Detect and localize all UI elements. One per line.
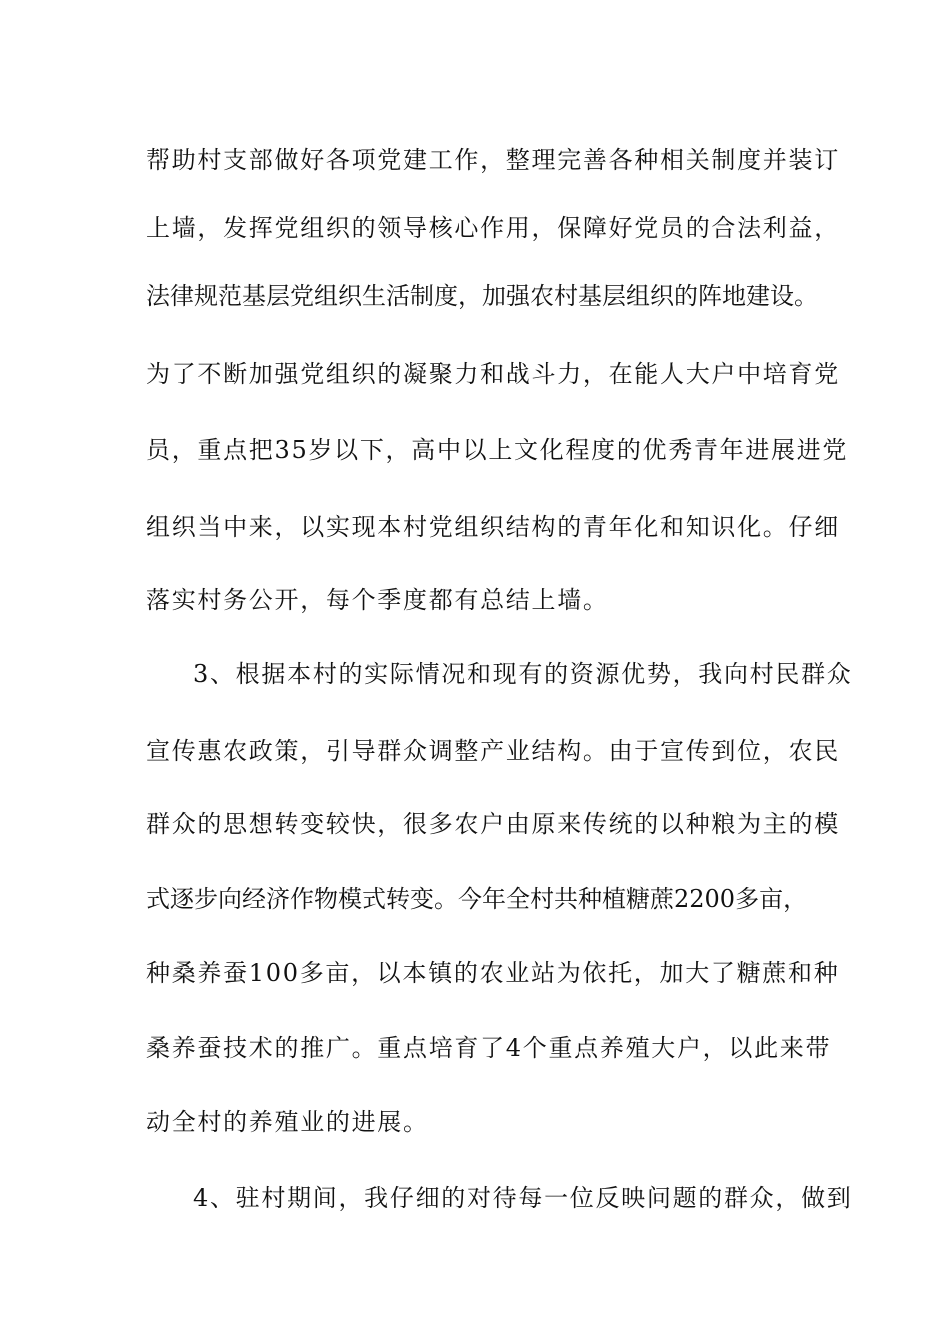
- text-line: 员，重点把35岁以下，高中以上文化程度的优秀青年进展进党: [146, 436, 849, 464]
- text-line: 上墙，发挥党组织的领导核心作用，保障好党员的合法利益，: [146, 214, 840, 242]
- text-line: 帮助村支部做好各项党建工作，整理完善各种相关制度并装订: [146, 146, 840, 174]
- text-line: 宣传惠农政策，引导群众调整产业结构。由于宣传到位，农民: [146, 737, 840, 765]
- text-line: 动全村的养殖业的进展。: [146, 1108, 429, 1136]
- text-line: 群众的思想转变较快，很多农户由原来传统的以种粮为主的模: [146, 810, 840, 838]
- text-line: 落实村务公开，每个季度都有总结上墙。: [146, 586, 609, 614]
- text-line: 式逐步向经济作物模式转变。今年全村共种植糖蔗2200多亩，: [146, 885, 808, 913]
- text-line: 法律规范基层党组织生活制度，加强农村基层组织的阵地建设。: [146, 282, 818, 310]
- text-line: 组织当中来，以实现本村党组织结构的青年化和知识化。仔细: [146, 513, 840, 541]
- text-line: 桑养蚕技术的推广。重点培育了4个重点养殖大户，以此来带: [146, 1034, 832, 1062]
- text-line: 为了不断加强党组织的凝聚力和战斗力，在能人大户中培育党: [146, 360, 840, 388]
- paragraph-start-line: 3、根据本村的实际情况和现有的资源优势，我向村民群众: [193, 660, 853, 688]
- paragraph-start-line: 4、驻村期间，我仔细的对待每一位反映问题的群众，做到: [193, 1184, 853, 1212]
- text-line: 种桑养蚕100多亩，以本镇的农业站为依托，加大了糖蔗和种: [146, 959, 840, 987]
